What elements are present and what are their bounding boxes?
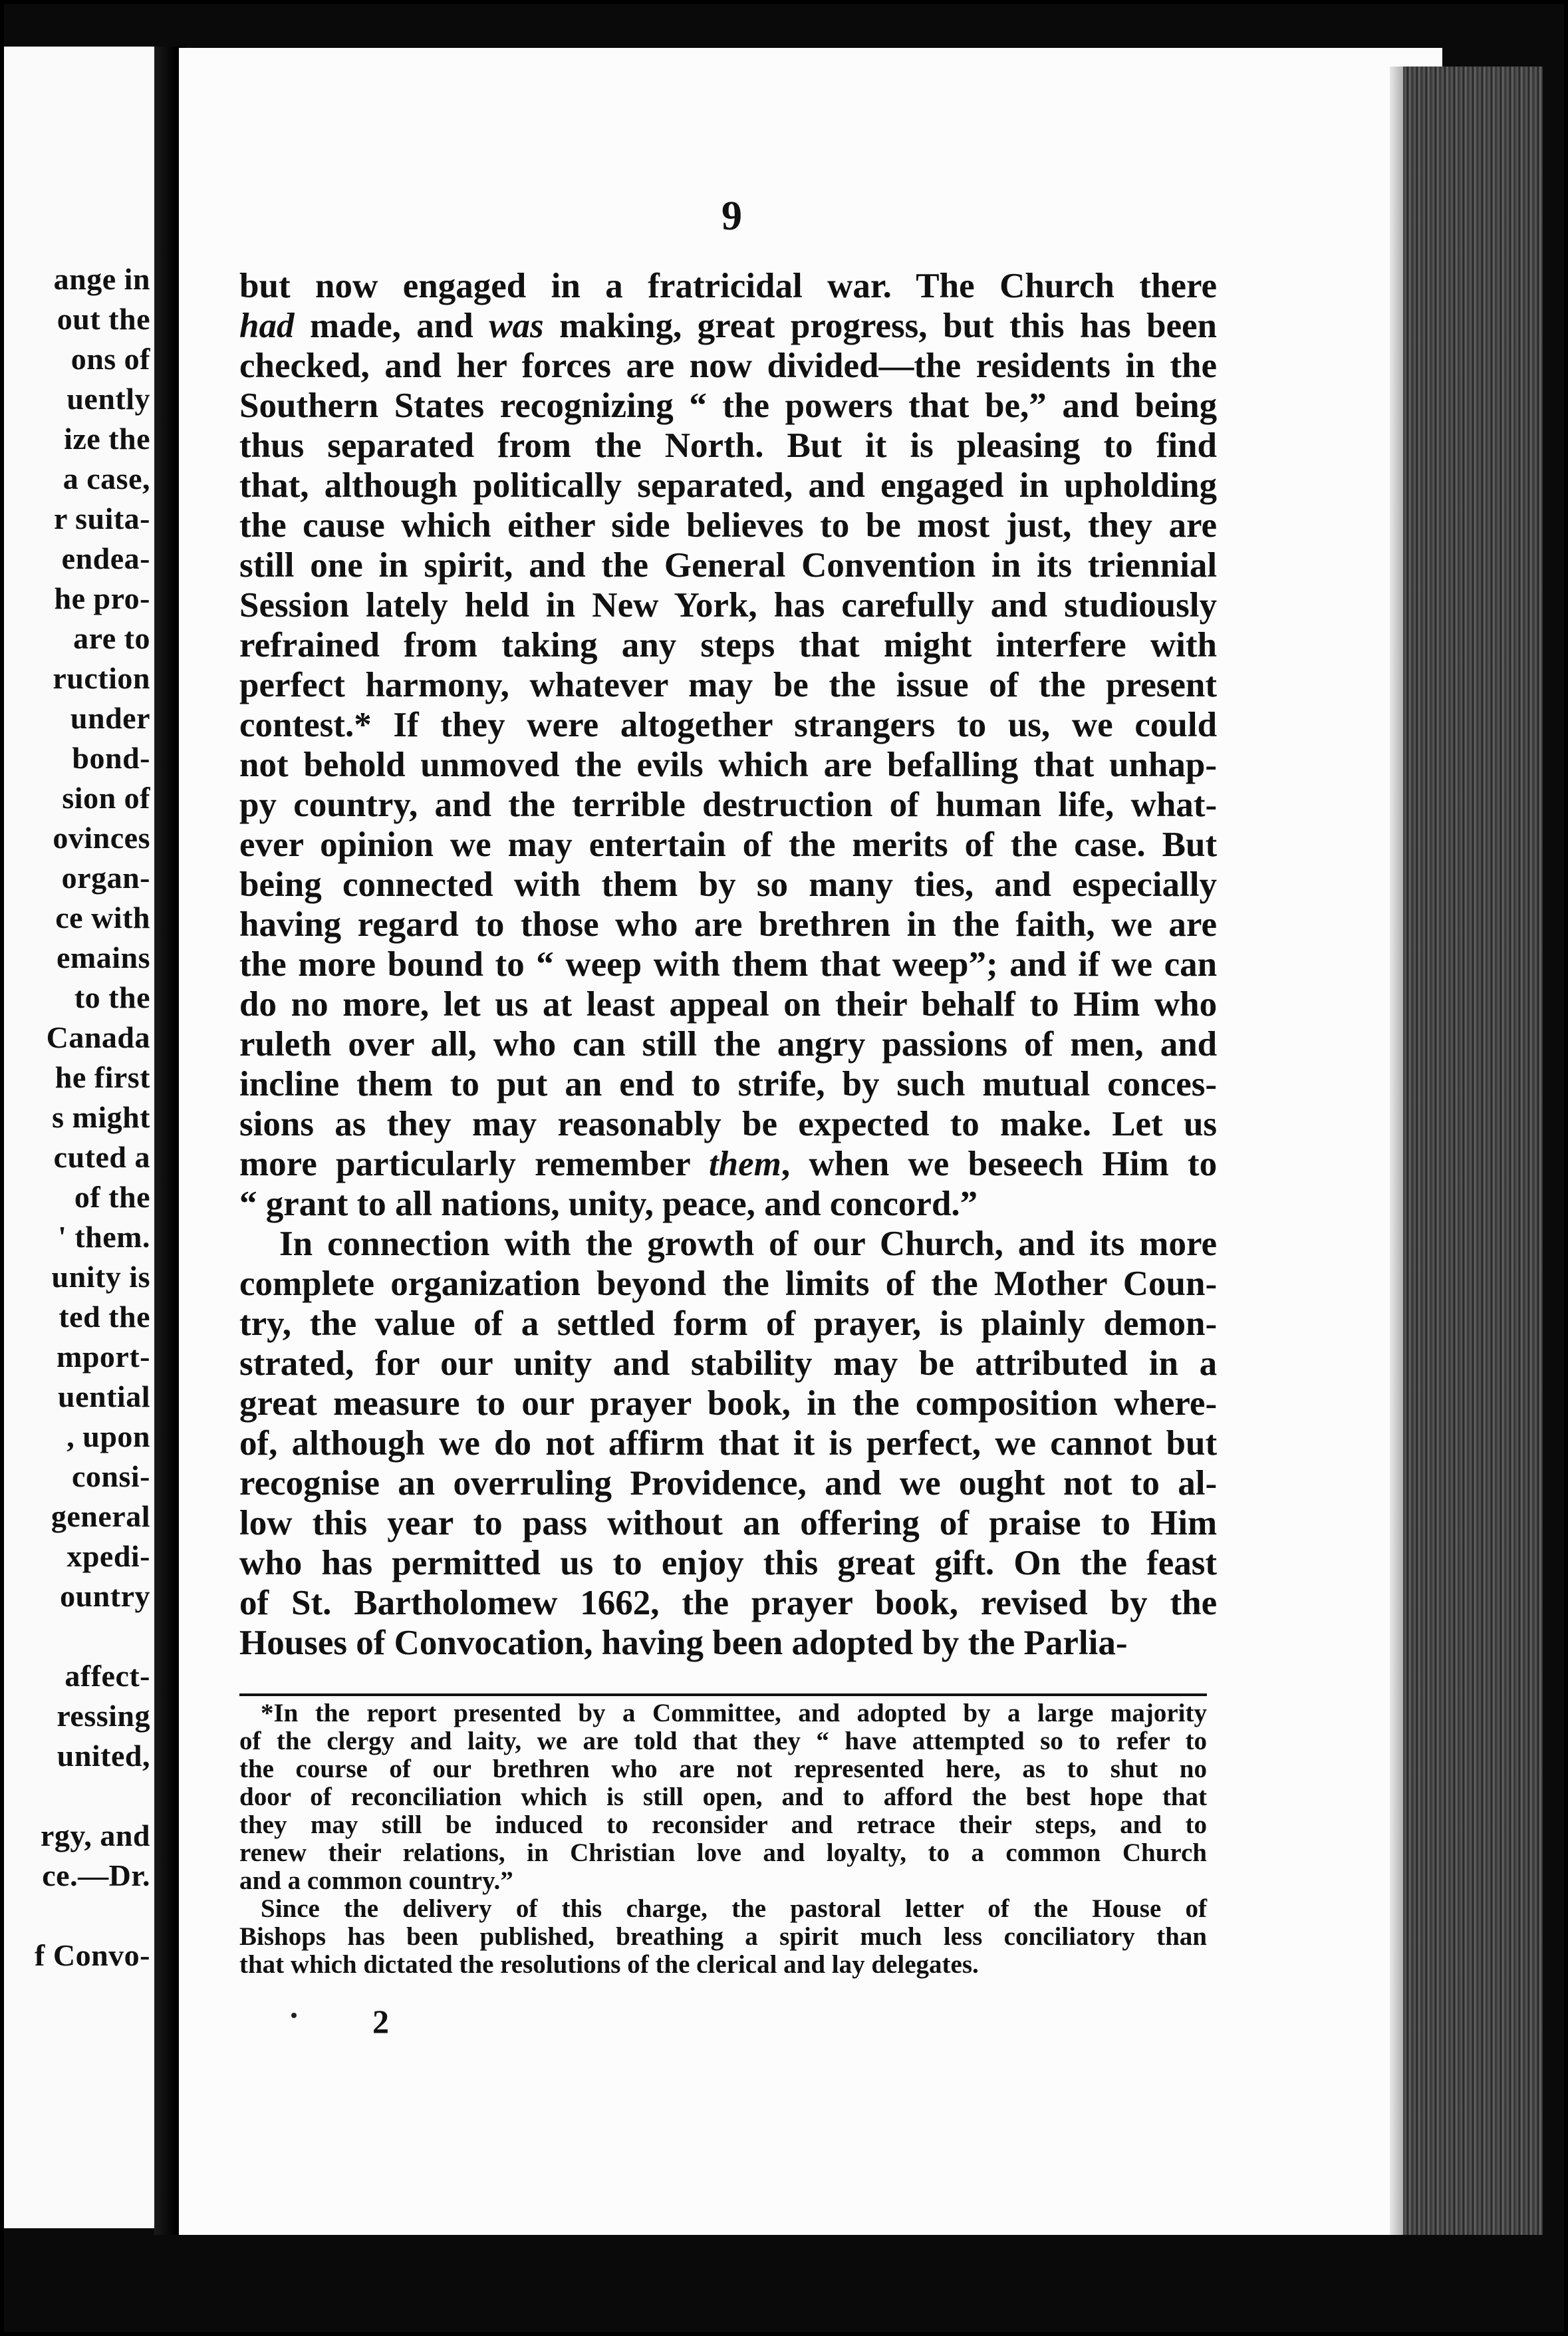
footnote-line: the course of our brethren who are not represented here, as to shut no <box>239 1755 1207 1783</box>
body-line: had made, and was making, great progress, but this has been <box>239 307 1218 345</box>
body-line: In connection with the growth of our Church, and its more <box>279 1225 1218 1263</box>
body-line: strated, for our unity and stability may be attributed in a <box>239 1344 1218 1383</box>
body-line: perfect harmony, whatever may be the issue of the present <box>239 666 1217 704</box>
footnote-line: renew their relations, in Christian love and loyalty, to a common Church <box>239 1838 1207 1867</box>
body-line: but now engaged in a fratricidal war. The Church there <box>239 267 1218 305</box>
body-line: do no more, let us at least appeal on their behalf to Him who <box>239 985 1218 1024</box>
body-line: incline them to put an end to strife, by such mutual conces- <box>239 1065 1218 1103</box>
facing-page-line: bond- <box>72 741 150 775</box>
facing-page-line: uential <box>58 1380 150 1413</box>
body-line: that, although politically separated, and engaged in upholding <box>239 466 1217 505</box>
facing-page-line: out the <box>57 302 150 336</box>
facing-page-line: rgy, and <box>40 1819 150 1852</box>
facing-page-line: sion of <box>62 781 150 815</box>
footnote-line: *In the report presented by a Committee, and adopted by a large majority <box>261 1699 1207 1727</box>
facing-page-line: ountry <box>60 1579 150 1613</box>
body-line: checked, and her forces are now divided—the residents in the <box>239 347 1218 385</box>
body-line: try, the value of a settled form of prayer, is plainly demon- <box>239 1304 1218 1343</box>
facing-page-line: general <box>51 1499 150 1533</box>
body-line: Session lately held in New York, has carefully and studiously <box>239 586 1218 625</box>
facing-page-line: affect- <box>65 1659 150 1693</box>
body-line: the cause which either side believes to be most just, they are <box>239 506 1218 545</box>
facing-page-line: ce.—Dr. <box>42 1858 150 1892</box>
body-line: of, although we do not affirm that it is perfect, we cannot but <box>239 1424 1218 1463</box>
body-line: complete organization beyond the limits of the Mother Coun- <box>239 1264 1218 1303</box>
signature-mark: 2 <box>372 2003 389 2040</box>
facing-page-line: ' them. <box>58 1220 150 1254</box>
facing-page-line: uently <box>66 382 150 416</box>
facing-page-line: are to <box>73 621 150 655</box>
facing-page-line: endea- <box>61 541 150 575</box>
body-line: who has permitted us to enjoy this great gift. On the feast <box>239 1544 1218 1582</box>
body-line: ever opinion we may entertain of the merits of the case. But <box>239 825 1218 864</box>
facing-page-line: emains <box>57 941 150 974</box>
body-line: great measure to our prayer book, in the composition where- <box>239 1384 1218 1423</box>
body-line: ruleth over all, who can still the angry passions of men, and <box>239 1025 1218 1064</box>
body-line: “ grant to all nations, unity, peace, and concord.” <box>239 1185 978 1223</box>
body-line: having regard to those who are brethren in the faith, we are <box>239 905 1218 944</box>
facing-page-line: he first <box>55 1060 150 1094</box>
facing-page-line: under <box>70 701 150 735</box>
facing-page-line: cuted a <box>53 1140 150 1174</box>
body-line: recognise an overruling Providence, and we ought not to al- <box>239 1464 1218 1503</box>
page-number: 9 <box>721 194 742 239</box>
facing-page-line: ange in <box>53 262 150 296</box>
facing-page-line: unity is <box>51 1260 150 1294</box>
body-line: low this year to pass without an offering of praise to Him <box>239 1504 1218 1542</box>
facing-page-line: he pro- <box>54 581 150 615</box>
facing-page-line: s might <box>52 1100 150 1134</box>
facing-page-line: ons of <box>70 342 150 376</box>
body-line: being connected with them by so many ties, and especially <box>239 865 1218 904</box>
facing-page-line: ressing <box>57 1699 150 1733</box>
facing-page-line: r suita- <box>54 502 150 535</box>
facing-page-line: f Convo- <box>35 1938 150 1972</box>
facing-page-line: ruction <box>53 661 150 695</box>
footnote-line: they may still be induced to reconsider and retrace their steps, and to <box>239 1811 1207 1839</box>
facing-page-line: ize the <box>64 422 150 456</box>
facing-page-line: to the <box>74 980 150 1014</box>
body-line: Houses of Convocation, having been adopted by the Parlia- <box>239 1624 1128 1662</box>
facing-page-line: , upon <box>66 1419 150 1453</box>
body-line: the more bound to “ weep with them that weep”; and if we can <box>239 945 1218 984</box>
facing-page-line: ted the <box>59 1300 150 1334</box>
body-line: not behold unmoved the evils which are befalling that unhap- <box>239 746 1218 784</box>
body-line: of St. Bartholomew 1662, the prayer book, revised by the <box>239 1584 1218 1622</box>
facing-page-line: Canada <box>46 1020 150 1054</box>
facing-page-line: united, <box>57 1739 150 1773</box>
body-line: Southern States recognizing “ the powers that be,” and being <box>239 386 1218 425</box>
body-line: refrained from taking any steps that might interfere with <box>239 626 1218 664</box>
facing-page-line: organ- <box>61 861 150 895</box>
footnote-line: of the clergy and laity, we are told that they “ have attempted so to refer to <box>239 1727 1207 1755</box>
facing-page-line: ovinces <box>53 821 150 855</box>
footnote-line: Bishops has been published, breathing a spirit much less conciliatory than <box>239 1922 1207 1951</box>
facing-page-line: of the <box>74 1180 150 1214</box>
body-line: more particularly remember them, when we beseech Him to <box>239 1145 1218 1183</box>
body-line: py country, and the terrible destruction of human life, what- <box>239 786 1218 824</box>
body-line: thus separated from the North. But it is pleasing to find <box>239 426 1217 465</box>
body-line: still one in spirit, and the General Convention in its triennial <box>239 546 1218 585</box>
footnote-line: that which dictated the resolutions of the clerical and lay delegates. <box>239 1950 979 1979</box>
body-line: contest.* If they were altogether strangers to us, we could <box>239 706 1218 744</box>
footnote-line: Since the delivery of this charge, the pastoral letter of the House of <box>261 1894 1207 1923</box>
facing-page-line: a case, <box>63 462 150 496</box>
body-line: sions as they may reasonably be expected to make. Let us <box>239 1105 1218 1143</box>
footnote-line: door of reconciliation which is still open, and to afford the best hope that <box>239 1783 1207 1811</box>
footnote-line: and a common country.” <box>239 1866 513 1895</box>
facing-page-line: xpedi- <box>66 1539 150 1573</box>
facing-page-line: consi- <box>72 1459 150 1493</box>
facing-page-line: mport- <box>57 1340 150 1374</box>
facing-page-line: ce with <box>55 901 150 935</box>
